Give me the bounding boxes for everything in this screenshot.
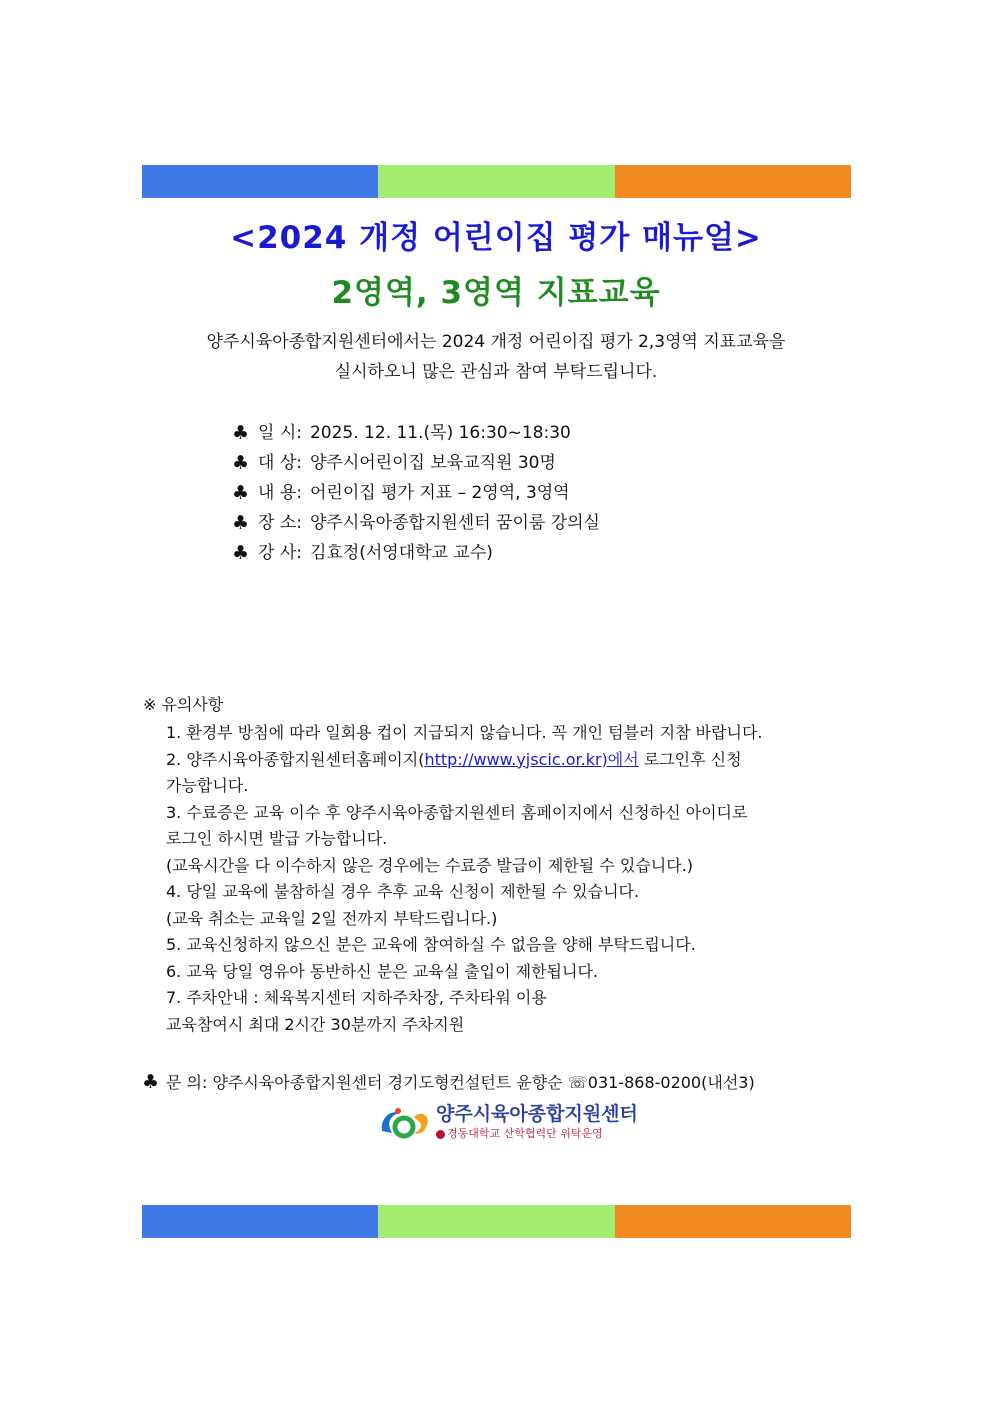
note-2 bbox=[166, 747, 763, 774]
color-bar-blue bbox=[142, 165, 378, 198]
color-bar-orange bbox=[615, 1205, 851, 1238]
info-value: 2025. 12. 11.(목) 16:30~18:30 bbox=[309, 423, 571, 443]
info-value: 김효정(서영대학교 교수) bbox=[309, 543, 493, 563]
info-label: 대 상: bbox=[258, 453, 302, 473]
university-seal-icon bbox=[436, 1130, 445, 1139]
note-4-continued: (교육 취소는 교육일 2일 전까지 부탁드립니다.) bbox=[166, 908, 498, 928]
event-info-list bbox=[232, 418, 600, 568]
logo-subtitle-text: 경동대학교 산학협력단 위탁운영 bbox=[447, 1127, 603, 1140]
color-bar-blue bbox=[142, 1205, 378, 1238]
bottom-color-bar bbox=[142, 1205, 851, 1238]
note-1: 1. 환경부 방침에 따라 일회용 컵이 지급되지 않습니다. 꼭 개인 텀블러 지참 바랍니다. bbox=[166, 723, 763, 742]
note-4: 4. 당일 교육에 불참하실 경우 추후 교육 신청이 제한될 수 있습니다. bbox=[166, 882, 640, 901]
club-icon: ♣ bbox=[232, 452, 250, 474]
info-label: 장 소: bbox=[258, 513, 302, 533]
logo-name: 양주시육아종합지원센터 bbox=[436, 1103, 638, 1125]
color-bar-green bbox=[378, 1205, 614, 1238]
color-bar-green bbox=[378, 165, 614, 198]
contact-text: 문 의: 양주시육아종합지원센터 경기도형컨설턴트 윤향순 ☏031-868-0200(내선3) bbox=[166, 1073, 755, 1092]
info-row-content bbox=[232, 478, 600, 508]
note-2-text: 2. 양주시육아종합지원센터홈페이지( bbox=[166, 749, 425, 769]
intro-text bbox=[0, 327, 992, 387]
info-label: 일 시: bbox=[258, 423, 302, 443]
note-3-continued-2: (교육시간을 다 이수하지 않은 경우에는 수료증 발급이 제한될 수 있습니다.) bbox=[166, 855, 694, 875]
club-icon: ♣ bbox=[142, 1071, 160, 1093]
info-row-date bbox=[232, 418, 600, 448]
info-row-place bbox=[232, 508, 600, 538]
club-icon: ♣ bbox=[232, 422, 250, 444]
info-label: 내 용: bbox=[258, 483, 302, 503]
logo-subtitle bbox=[436, 1127, 638, 1141]
club-icon: ♣ bbox=[232, 512, 250, 534]
info-label: 강 사: bbox=[258, 543, 302, 563]
contact-line bbox=[142, 1069, 755, 1096]
note-7-continued: 교육참여시 최대 2시간 30분까지 주차지원 bbox=[166, 1014, 465, 1034]
club-icon: ♣ bbox=[232, 542, 250, 564]
info-value: 양주시어린이집 보육교직원 30명 bbox=[309, 453, 556, 473]
notes-heading: ※ 유의사항 bbox=[143, 695, 224, 714]
intro-line-1: 양주시육아종합지원센터에서는 2024 개정 어린이집 평가 2,3영역 지표교육을 bbox=[206, 332, 786, 352]
note-5: 5. 교육신청하지 않으신 분은 교육에 참여하실 수 없음을 양해 부탁드립니다. bbox=[166, 935, 696, 954]
logo-mark-icon bbox=[378, 1103, 432, 1141]
note-3-continued: 로그인 하시면 발급 가능합니다. bbox=[166, 829, 388, 848]
homepage-link[interactable]: http://www.yjscic.or.kr)에서 bbox=[424, 749, 639, 769]
info-value: 양주시육아종합지원센터 꿈이룸 강의실 bbox=[309, 513, 600, 533]
note-6: 6. 교육 당일 영유아 동반하신 분은 교육실 출입이 제한됩니다. bbox=[166, 961, 598, 981]
club-icon: ♣ bbox=[232, 482, 250, 504]
note-7: 7. 주차안내 : 체육복지센터 지하주차장, 주차타워 이용 bbox=[166, 988, 547, 1007]
center-logo bbox=[378, 1103, 638, 1141]
note-3: 3. 수료증은 교육 이수 후 양주시육아종합지원센터 홈페이지에서 신청하신 아이디로 bbox=[166, 802, 748, 822]
info-value: 어린이집 평가 지표 – 2영역, 3영역 bbox=[309, 483, 570, 503]
note-2-text-end: 로그인후 신청 bbox=[638, 749, 742, 769]
logo-text bbox=[436, 1103, 638, 1141]
color-bar-orange bbox=[615, 165, 851, 198]
info-row-lecturer bbox=[232, 538, 600, 568]
info-row-target bbox=[232, 448, 600, 478]
note-2-continued: 가능합니다. bbox=[166, 776, 249, 795]
title-sub: 2영역, 3영역 지표교육 bbox=[331, 275, 661, 311]
intro-line-2: 실시하오니 많은 관심과 참여 부탁드립니다. bbox=[334, 362, 658, 382]
notes-list bbox=[166, 720, 763, 1038]
top-color-bar bbox=[142, 165, 851, 198]
title-main: <2024 개정 어린이집 평가 매뉴얼> bbox=[230, 220, 762, 256]
